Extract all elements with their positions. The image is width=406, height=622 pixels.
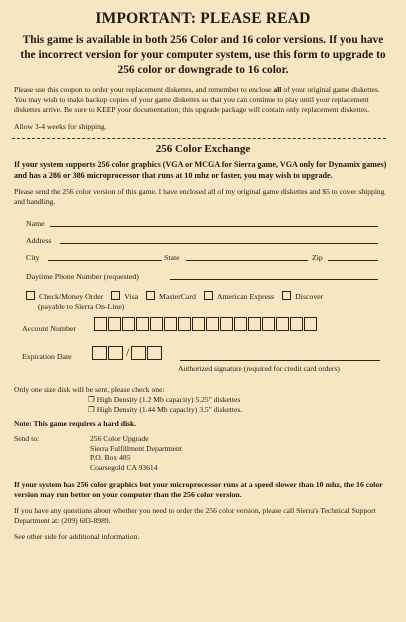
account-digit-box[interactable] — [164, 317, 177, 331]
address-label: Address — [26, 236, 52, 245]
account-digit-box[interactable] — [290, 317, 303, 331]
payment-check[interactable]: Check/Money Order — [26, 292, 103, 301]
phone-field[interactable] — [170, 279, 378, 280]
page-title: IMPORTANT: PLEASE READ — [95, 10, 311, 27]
name-field-row — [14, 213, 392, 230]
expiration-label: Expiration Date — [22, 352, 72, 361]
account-digit-box[interactable] — [192, 317, 205, 331]
account-digit-box[interactable] — [136, 317, 149, 331]
zip-field[interactable] — [328, 260, 378, 261]
phone-field-row — [14, 266, 392, 283]
disk-intro: Only one size disk will be sent, please check one: — [14, 385, 165, 394]
city-label: City — [26, 253, 40, 262]
payment-mastercard[interactable]: MasterCard — [146, 292, 196, 301]
signature-label: Authorized signature (required for credit card orders) — [178, 364, 340, 373]
checkbox-visa[interactable] — [111, 291, 120, 300]
questions-note: If you have any questions about whether you need to order the 256 color version, please call Sierra's Technical Support Department at: (209) 683-8989. — [14, 506, 376, 526]
expiration-month-box[interactable] — [92, 346, 107, 360]
expiration-year-box[interactable] — [147, 346, 162, 360]
hard-disk-note: Note: This game requires a hard disk. — [14, 419, 137, 428]
section-body: Please send the 256 color version of this game. I have enclosed all of my original game diskettes and $5 to cover shipping and handling. — [14, 187, 385, 206]
payment-amex[interactable]: American Express — [204, 292, 274, 301]
account-digit-box[interactable] — [248, 317, 261, 331]
account-digit-box[interactable] — [304, 317, 317, 331]
section-lead: If your system supports 256 color graphics (VGA or MCGA for Sierra game, VGA only for Dynamix games) and has a 286 or 386 microprocessor that runs at 10 mhz or faster, you may wish to upgrade. — [14, 160, 387, 180]
account-number-label: Account Number — [22, 324, 76, 333]
account-digit-box[interactable] — [206, 317, 219, 331]
expiration-boxes[interactable] — [92, 345, 163, 360]
send-to-block — [14, 434, 392, 472]
account-digit-box[interactable] — [108, 317, 121, 331]
account-digit-box[interactable] — [276, 317, 289, 331]
checkbox-discover[interactable] — [282, 291, 291, 300]
payable-note: (payable to Sierra On-Line) — [38, 302, 125, 311]
name-field[interactable] — [50, 226, 378, 227]
intro-paragraph: Please use this coupon to order your replacement diskettes, and remember to enclose all of your original game diskettes. You may wish to make backup copies of your game diskettes so that you can continue to play until your replacement diskettes arrive. Be sure to KEEP your documentation; this upgrade package will contain only replacement diskettes. — [14, 85, 380, 114]
cut-line-divider — [12, 138, 386, 139]
address-field-row — [14, 230, 392, 247]
account-number-boxes[interactable] — [94, 317, 318, 331]
name-label: Name — [26, 219, 45, 228]
address-field[interactable] — [60, 243, 378, 244]
checkbox-check[interactable] — [26, 291, 35, 300]
zip-label: Zip — [312, 253, 323, 262]
send-to-label: Send to: — [14, 434, 40, 443]
account-digit-box[interactable] — [234, 317, 247, 331]
account-number-row — [14, 317, 392, 335]
expiration-year-box[interactable] — [131, 346, 146, 360]
city-field[interactable] — [48, 260, 162, 261]
payment-discover[interactable]: Discover — [282, 292, 323, 301]
expiration-month-box[interactable] — [108, 346, 123, 360]
state-field[interactable] — [186, 260, 308, 261]
disk-option-35[interactable]: ❒ High Density (1.44 Mb capacity) 3.5" diskettes. — [88, 405, 243, 414]
signature-field[interactable] — [180, 360, 380, 361]
checkbox-mastercard[interactable] — [146, 291, 155, 300]
slow-cpu-note: If your system has 256 color graphics but your microprocessor runs at a speed slower than 10 mhz, the 16 color version may run better on your computer than the 256 color version. — [14, 480, 383, 500]
account-digit-box[interactable] — [94, 317, 107, 331]
date-separator: / — [126, 345, 130, 359]
expiration-row — [14, 345, 392, 363]
state-label: State — [164, 253, 180, 262]
checkbox-525-icon[interactable]: ❒ — [88, 395, 97, 404]
section-title: 256 Color Exchange — [155, 143, 251, 155]
account-digit-box[interactable] — [150, 317, 163, 331]
checkbox-35-icon[interactable]: ❒ — [88, 405, 97, 414]
mailing-address: 256 Color Upgrade Sierra Fulfillment Department P.O. Box 485 Coarsegold CA 93614 — [90, 434, 182, 472]
account-digit-box[interactable] — [262, 317, 275, 331]
payment-options — [26, 291, 392, 312]
city-state-zip-row — [14, 247, 392, 264]
account-digit-box[interactable] — [178, 317, 191, 331]
account-digit-box[interactable] — [122, 317, 135, 331]
subtitle: This game is available in both 256 Color and 16 color versions. If you have the incorrect version for your computer system, use this form to upgrade to 256 color or downgrade to 16 color. — [20, 34, 386, 76]
payment-visa[interactable]: Visa — [111, 292, 138, 301]
other-side-note: See other side for additional information. — [14, 532, 140, 542]
checkbox-amex[interactable] — [204, 291, 213, 300]
phone-label: Daytime Phone Number (requested) — [26, 272, 139, 281]
shipping-note: Allow 3-4 weeks for shipping. — [14, 122, 107, 131]
disk-option-525[interactable]: ❒ High Density (1.2 Mb capacity) 5.25" diskettes — [88, 395, 241, 404]
account-digit-box[interactable] — [220, 317, 233, 331]
